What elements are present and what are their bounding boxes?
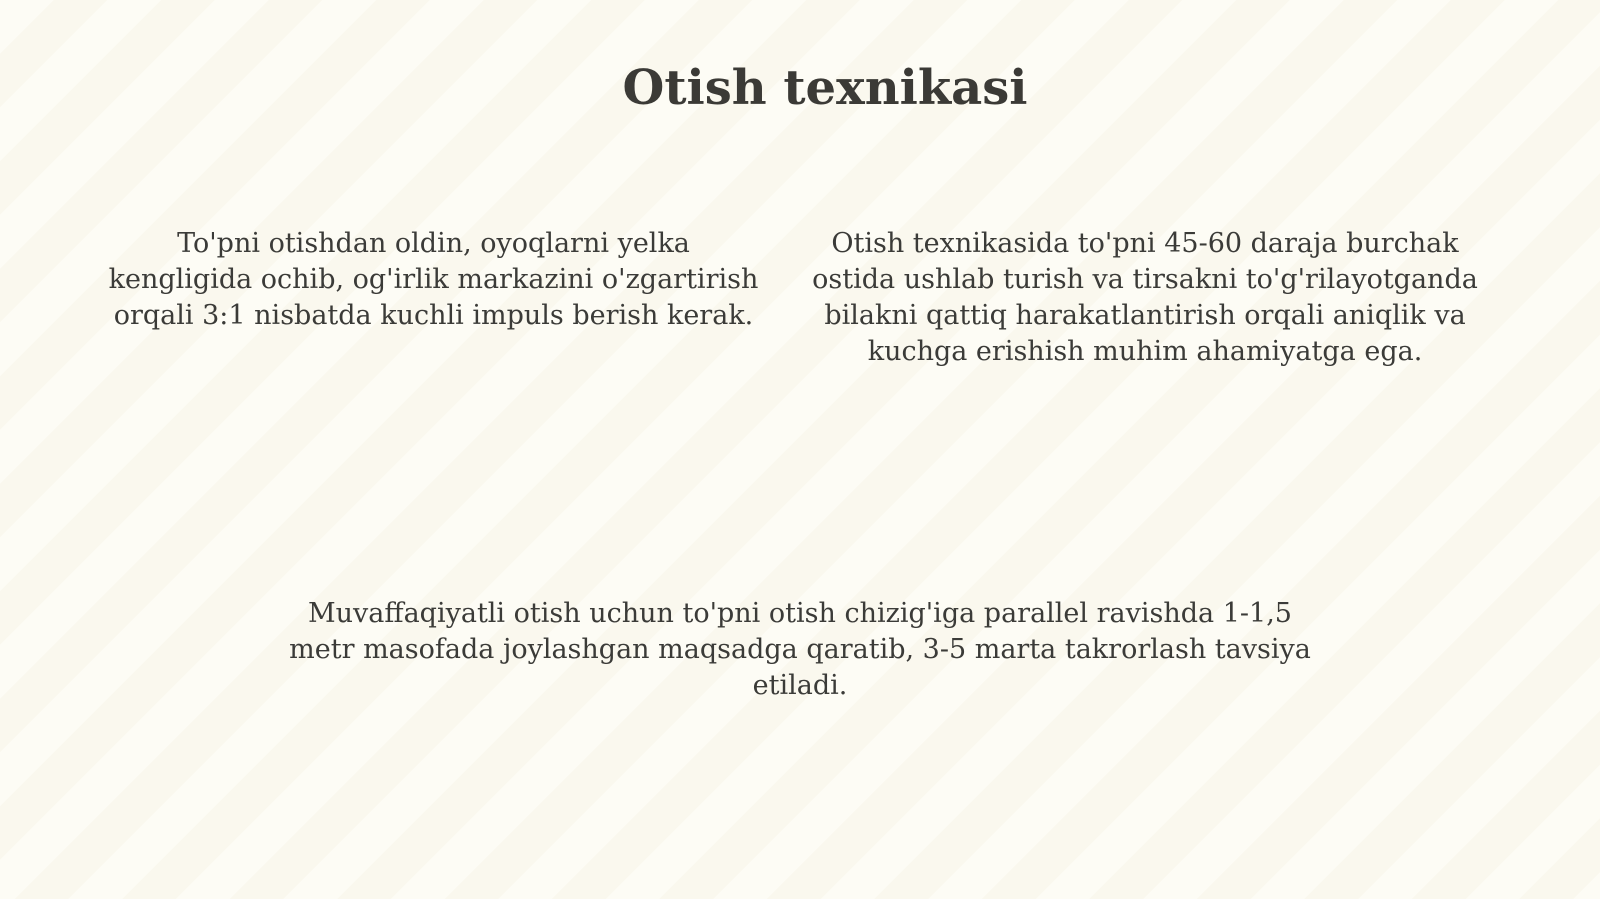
paragraph-stance-impulse: To'pni otishdan oldin, oyoqlarni yelka kengligida ochib, og'irlik markazini o'zgartirish orqali 3:1 nisbatda kuchli impuls berish kerak. xyxy=(108,228,759,331)
paragraph-practice-target: Muvaffaqiyatli otish uchun to'pni otish chizig'iga parallel ravishda 1-1,5 metr masofada joylashgan maqsadga qaratib, 3-5 marta takrorlash tavsiya etiladi. xyxy=(289,598,1311,701)
paragraph-angle-wrist: Otish texnikasida to'pni 45-60 daraja burchak ostida ushlab turish va tirsakni to'g'rilayotganda bilakni qattiq harakatlantirish orqali aniqlik va kuchga erishish muhim ahamiyatga ega. xyxy=(812,228,1478,367)
slide-title: Otish texnikasi xyxy=(622,60,1028,116)
